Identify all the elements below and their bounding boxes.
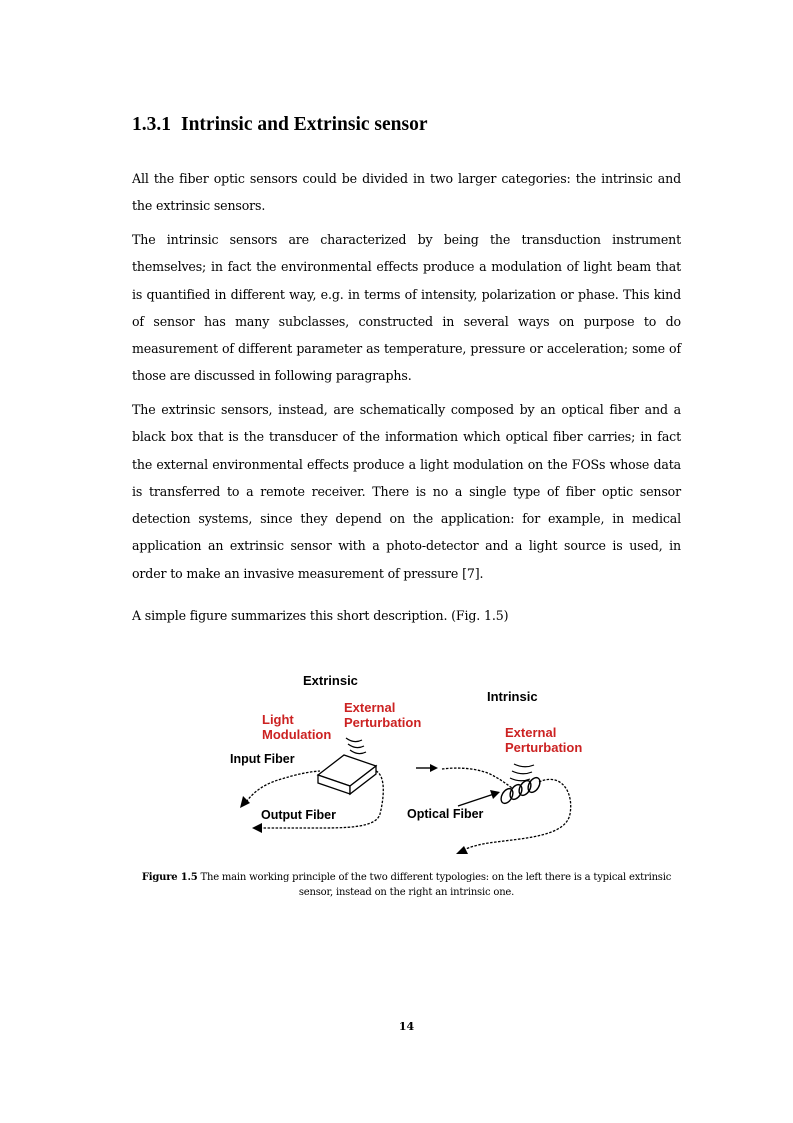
optical-fiber-line <box>442 768 512 788</box>
intrinsic-title: Intrinsic <box>487 689 538 704</box>
optical-fiber-pointer <box>458 794 494 806</box>
section-title: Intrinsic and Extrinsic sensor <box>181 114 428 135</box>
transducer-box <box>318 755 376 794</box>
perturbation-waves-right <box>510 764 534 781</box>
page-number: 14 <box>398 1020 415 1033</box>
sensor-diagram-svg <box>226 668 588 858</box>
figure-sensor-diagram <box>226 668 588 858</box>
section-heading <box>132 114 427 136</box>
paragraph-intrinsic: The intrinsic sensors are characterized by being the transduction instrument themselves; in fact the environmental effects produce a modulation of light beam that is quantified in different way, e.g. in terms of intensity, polarization or phase. This kind of sensor has many subclasses, constructed in several ways on purpose to do measurement of different parameter as temperature, pressure or acceleration; some of those are discussed in following paragraphs. <box>132 232 681 384</box>
section-number: 1.3.1 <box>132 114 171 135</box>
optical-fiber-label: Optical Fiber <box>407 807 484 821</box>
figure-caption <box>132 870 681 900</box>
caption-label: Figure 1.5 <box>141 872 198 883</box>
light-modulation-label-line2: Modulation <box>262 727 332 742</box>
input-fiber-label: Input Fiber <box>230 752 295 766</box>
paragraph-figure-reference: A simple figure summarizes this short description. (Fig. 1.5) <box>132 608 509 623</box>
perturbation-waves-left <box>346 738 366 754</box>
intrinsic-input-arrowhead <box>430 764 438 772</box>
extrinsic-title: Extrinsic <box>303 673 358 688</box>
optical-fiber-output-arrowhead <box>456 846 468 854</box>
input-fiber-line <box>244 771 320 805</box>
output-fiber-arrowhead <box>252 823 262 833</box>
external-perturbation-left-line2: Perturbation <box>344 715 422 730</box>
external-perturbation-right-line2: Perturbation <box>505 740 583 755</box>
fiber-coils <box>499 776 543 806</box>
external-perturbation-left-line1: External <box>344 700 396 715</box>
caption-text: The main working principle of the two different typologies: on the left there is a typical extrinsic sensor, instead on the right an intrinsic one. <box>197 872 672 898</box>
output-fiber-label: Output Fiber <box>261 808 336 822</box>
paragraph-extrinsic: The extrinsic sensors, instead, are schematically composed by an optical fiber and a black box that is the transducer of the information which optical fiber carries; in fact the external environmental effects produce a light modulation on the FOSs whose data is transferred to a remote receiver. There is no a single type of fiber optic sensor detection systems, since they depend on the application: for example, in medical application an extrinsic sensor with a photo-detector and a light source is used, in order to make an invasive measurement of pressure [7]. <box>132 402 681 581</box>
input-fiber-arrowhead <box>240 796 250 808</box>
paragraph-categories: All the fiber optic sensors could be divided in two larger categories: the intrinsic and the extrinsic sensors. <box>132 171 681 214</box>
light-modulation-label-line1: Light <box>262 712 294 727</box>
optical-fiber-pointer-arrowhead <box>490 790 500 799</box>
external-perturbation-right-line1: External <box>505 725 557 740</box>
